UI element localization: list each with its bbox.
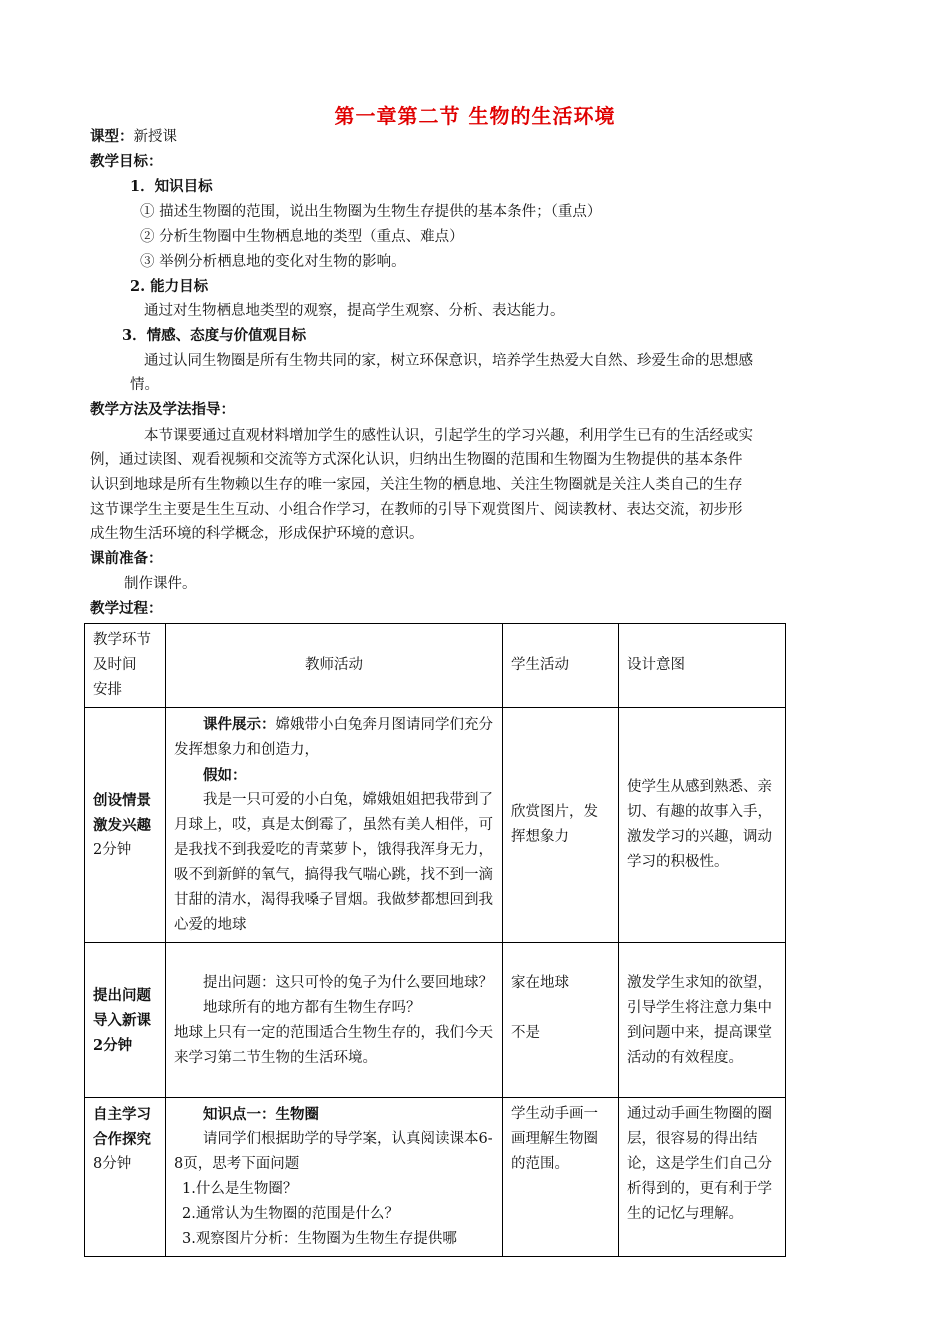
stage-time: 2分钟 bbox=[93, 1036, 133, 1054]
process-heading: 教学过程： bbox=[90, 600, 163, 617]
teacher-cell bbox=[166, 708, 503, 943]
stage-cell bbox=[85, 708, 166, 943]
emotion-heading: 3．情感、态度与价值观目标 bbox=[122, 327, 307, 344]
teacher-label: 知识点一：生物圈 bbox=[203, 1106, 319, 1123]
ability-text: 通过对生物栖息地类型的观察，提高学生观察、分析、表达能力。 bbox=[144, 303, 565, 319]
teacher-cell bbox=[166, 943, 503, 1098]
methods-line: 这节课学生主要是生生互动、小组合作学习，在教师的引导下观赏图片、阅读教材、表达交流，初步形 bbox=[90, 502, 743, 518]
stage-name: 自主学习 bbox=[93, 1106, 151, 1123]
emotion-text-line: 通过认同生物圈是所有生物共同的家，树立环保意识，培养学生热爱大自然、珍爱生命的思想感 bbox=[144, 353, 753, 369]
prep-heading: 课前准备： bbox=[90, 550, 163, 567]
objectives-heading: 教学目标： bbox=[90, 153, 163, 170]
student-answer: 不是 bbox=[511, 1025, 540, 1041]
teacher-cell bbox=[166, 1098, 503, 1257]
table-row bbox=[85, 943, 786, 1098]
lesson-type-label: 课型： bbox=[90, 128, 134, 145]
student-cell: 学生动手画一画理解生物圈的范围。 bbox=[503, 1098, 619, 1257]
ability-heading: 2. 能力目标 bbox=[130, 278, 209, 295]
student-cell bbox=[503, 943, 619, 1098]
teacher-text: 我是一只可爱的小白兔，嫦娥姐姐把我带到了月球上，哎，真是太倒霉了，虽然有美人相伴，可是我找不到我爱吃的青菜萝卜，饿得我浑身无力，吸不到新鲜的氧气，搞得我气喘心跳，找不到一滴甘甜的清水，渴得我嗓子冒烟。我做梦都想回到我心爱的地球 bbox=[174, 792, 493, 933]
teacher-text: 地球上只有一定的范围适合生物生存的，我们今天来学习第二节生物的生活环境。 bbox=[174, 1025, 493, 1066]
process-table bbox=[84, 623, 786, 1257]
stage-name: 导入新课 bbox=[93, 1011, 151, 1029]
knowledge-heading: 1．知识目标 bbox=[130, 178, 213, 195]
methods-heading: 教学方法及学法指导： bbox=[90, 401, 235, 418]
stage-cell bbox=[85, 943, 166, 1098]
stage-name: 激发兴趣 bbox=[93, 816, 151, 834]
teacher-paragraph bbox=[174, 712, 494, 763]
header-student: 学生活动 bbox=[503, 624, 619, 708]
stage-name: 创设情景 bbox=[93, 791, 151, 809]
methods-line: 本节课要通过直观材料增加学生的感性认识，引起学生的学习兴趣，利用学生已有的生活经或实 bbox=[144, 428, 753, 444]
header-intent: 设计意图 bbox=[619, 624, 786, 708]
question-item: 2.通常认为生物圈的范围是什么？ bbox=[182, 1206, 399, 1222]
knowledge-item: ① 描述生物圈的范围，说出生物圈为生物生存提供的基本条件；（重点） bbox=[140, 204, 602, 220]
student-answer: 家在地球 bbox=[511, 975, 569, 991]
prep-text: 制作课件。 bbox=[124, 576, 197, 592]
stage-time: 2分钟 bbox=[93, 841, 132, 858]
teacher-text: 嫦娥带小白兔奔月图请同学们充分发挥想象力和创造力， bbox=[174, 717, 493, 758]
knowledge-item: ② 分析生物圈中生物栖息地的类型（重点、难点） bbox=[140, 229, 464, 245]
intent-cell: 使学生从感到熟悉、亲切、有趣的故事入手，激发学习的兴趣，调动学习的积极性。 bbox=[619, 708, 786, 943]
header-stage-line: 安排 bbox=[93, 682, 122, 698]
teacher-label: 课件展示： bbox=[203, 716, 276, 733]
emotion-text-line: 情。 bbox=[130, 377, 159, 393]
stage-name: 提出问题 bbox=[93, 986, 151, 1004]
stage-name: 合作探究 bbox=[93, 1131, 151, 1148]
teacher-text: 提出问题：这只可怜的兔子为什么要回地球？ bbox=[203, 975, 493, 991]
intent-cell: 激发学生求知的欲望，引导学生将注意力集中到问题中来，提高课堂活动的有效程度。 bbox=[619, 943, 786, 1098]
table-header-row bbox=[85, 624, 786, 708]
methods-line: 认识到地球是所有生物赖以生存的唯一家园，关注生物的栖息地、关注生物圈就是关注人类自己的生存 bbox=[90, 477, 743, 493]
header-teacher: 教师活动 bbox=[166, 624, 503, 708]
question-item: 3.观察图片分析：生物圈为生物生存提供哪 bbox=[182, 1231, 457, 1247]
question-item: 1.什么是生物圈？ bbox=[182, 1181, 298, 1197]
table-row bbox=[85, 1098, 786, 1257]
table-row bbox=[85, 708, 786, 943]
lesson-type-value: 新授课 bbox=[133, 129, 177, 145]
header-stage-line: 及时间 bbox=[93, 657, 137, 673]
page-title: 第一章第二节 生物的生活环境 bbox=[334, 104, 616, 128]
header-stage-line: 教学环节 bbox=[93, 632, 151, 648]
teacher-text: 请同学们根据助学的导学案，认真阅读课本6-8页，思考下面问题 bbox=[174, 1131, 493, 1172]
intent-cell: 通过动手画生物圈的圈层，很容易的得出结论，这是学生们自己分析得到的，更有利于学生的记忆与理解。 bbox=[619, 1098, 786, 1257]
knowledge-item: ③ 举例分析栖息地的变化对生物的影响。 bbox=[140, 254, 406, 270]
lesson-type bbox=[90, 127, 177, 147]
methods-line: 例，通过读图、观看视频和交流等方式深化认识，归纳出生物圈的范围和生物圈为生物提供的基本条件 bbox=[90, 452, 743, 468]
teacher-text: 地球所有的地方都有生物生存吗？ bbox=[203, 1000, 421, 1016]
teacher-label: 假如： bbox=[203, 767, 247, 784]
student-cell: 欣赏图片，发挥想象力 bbox=[503, 708, 619, 943]
header-stage bbox=[85, 624, 166, 708]
methods-line: 成生物生活环境的科学概念，形成保护环境的意识。 bbox=[90, 526, 424, 542]
stage-time: 8分钟 bbox=[93, 1156, 132, 1172]
stage-cell bbox=[85, 1098, 166, 1257]
